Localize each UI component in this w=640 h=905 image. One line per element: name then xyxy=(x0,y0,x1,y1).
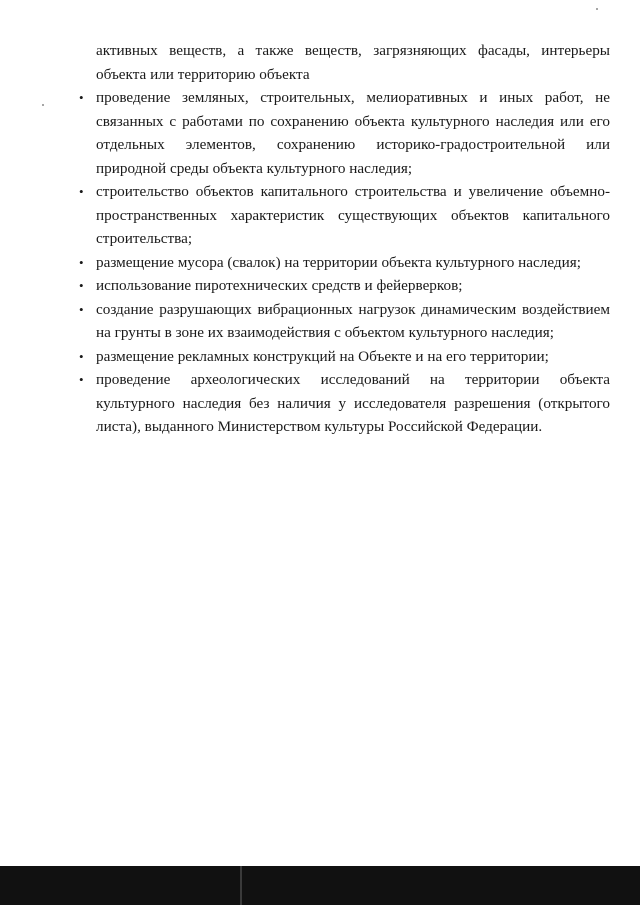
bullet-icon: • xyxy=(79,348,84,364)
scan-speck xyxy=(596,8,598,10)
scan-border xyxy=(0,866,640,905)
list-item-text: размещение рекламных конструкций на Объекте и на его территории; xyxy=(96,347,549,365)
bullet-icon: • xyxy=(79,372,84,387)
continuation-paragraph: активных веществ, а также веществ, загрязняющих фасады, интерьеры объекта или территорию объекта xyxy=(96,42,610,83)
list-item xyxy=(79,180,610,251)
bullet-icon: • xyxy=(79,254,84,270)
scan-seam xyxy=(240,866,242,905)
list-item-text: проведение археологических исследований на территории объекта культурного наследия без наличия у исследователя разрешения (открытого листа), выданного Министерством культуры Российской Федерации. xyxy=(96,371,610,435)
scan-speck xyxy=(42,104,44,106)
list-item xyxy=(79,345,610,369)
bullet-icon: • xyxy=(79,90,84,105)
bullet-icon: • xyxy=(79,184,84,199)
list-item-text: размещение мусора (свалок) на территории объекта культурного наследия; xyxy=(96,253,581,271)
bullet-icon: • xyxy=(79,278,84,293)
list-item xyxy=(79,298,610,345)
list-item-text: строительство объектов капитального строительства и увеличение объемно-пространственных характеристик существующих объектов капитального строительства; xyxy=(96,183,610,247)
list-item xyxy=(79,274,610,298)
list-item xyxy=(79,368,610,439)
document-body xyxy=(79,39,610,439)
bullet-icon: • xyxy=(79,301,84,317)
list-item xyxy=(79,86,610,180)
list-item-text: проведение земляных, строительных, мелиоративных и иных работ, не связанных с работами по сохранению объекта культурного наследия или его отдельных элементов, сохранению историко-градостроительной или природной среды объекта культурного наследия; xyxy=(96,89,610,177)
prohibition-list xyxy=(79,86,610,439)
list-item-text: создание разрушающих вибрационных нагрузок динамическим воздействием на грунты в зоне их взаимодействия с объектом культурного наследия; xyxy=(96,300,610,341)
list-item-text: использование пиротехнических средств и фейерверков; xyxy=(96,277,463,294)
list-item xyxy=(79,251,610,275)
